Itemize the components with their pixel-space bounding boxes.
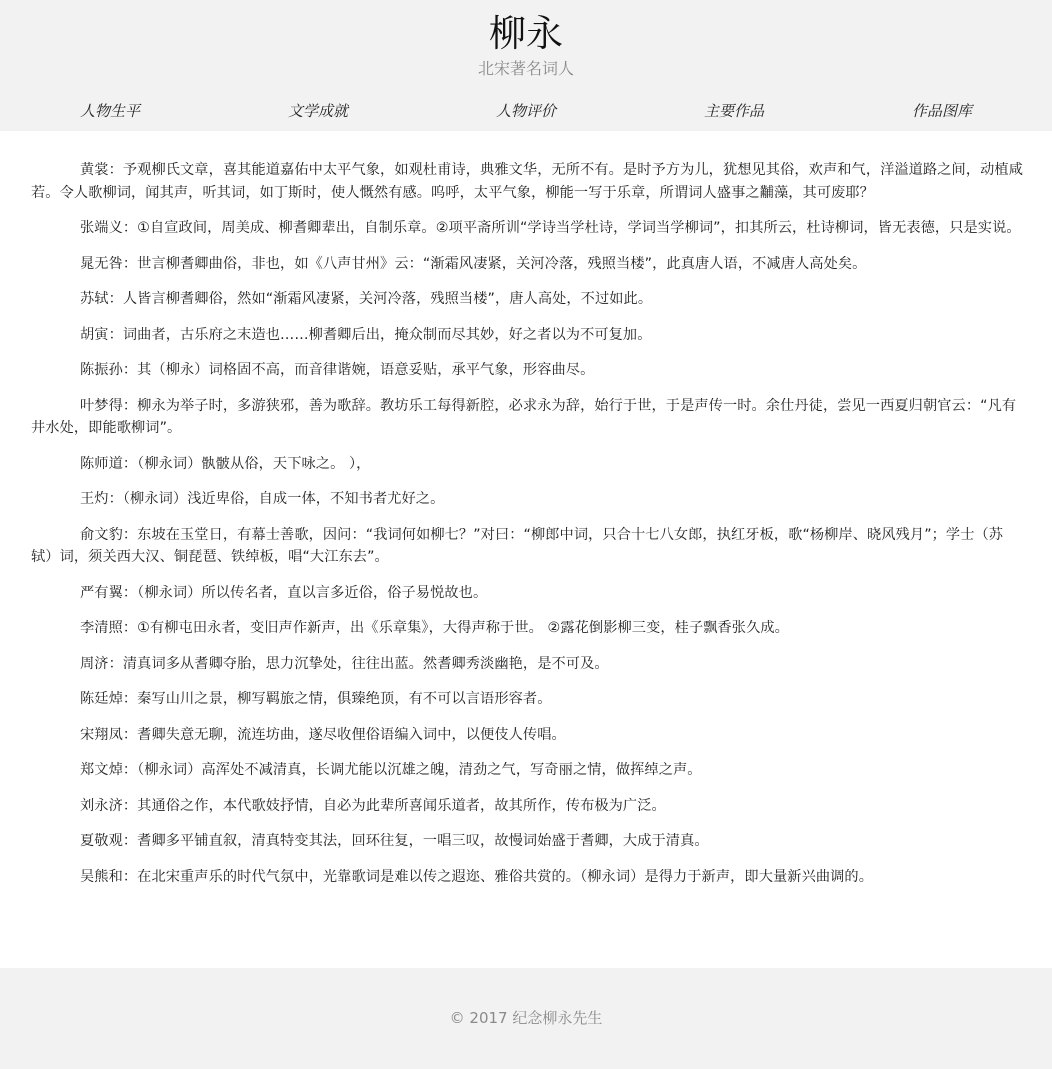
copyright-text: © 2017 纪念柳永先生: [449, 1009, 603, 1027]
nav-item-major-works[interactable]: 主要作品: [703, 102, 764, 120]
nav-item-biography[interactable]: 人物生平: [80, 102, 141, 120]
evaluation-paragraph: 胡寅：词曲者，古乐府之末造也……柳耆卿后出，掩众制而尽其妙，好之者以为不可复加。: [80, 326, 652, 343]
evaluation-paragraph: 晁无咎：世言柳耆卿曲俗，非也，如《八声甘州》云：“渐霜风凄紧，关河冷落，残照当楼”，此真唐人语，不减唐人高处矣。: [80, 255, 867, 272]
site-title: 柳永: [489, 12, 563, 55]
evaluation-paragraph: 陈振孙：其（柳永）词格固不高，而音律谐婉，语意妥贴，承平气象，形容曲尽。: [80, 362, 595, 378]
nav-item-literary-achievements[interactable]: 文学成就: [287, 102, 348, 120]
evaluation-paragraph: 俞文豹：东坡在玉堂日，有幕士善歌，因问：“我词何如柳七？”对曰：“柳郎中词，只合十七八女郎，执红牙板，歌“杨柳岸、晓风残月”；学士（苏轼）词，须关西大汉、铜琵琶、铁绰板，唱“大江东去”。: [31, 526, 1004, 565]
site-footer: [0, 968, 1052, 1069]
evaluation-paragraph: 张端义：①自宣政间，周美成、柳耆卿辈出，自制乐章。②项平斋所训“学诗当学杜诗，学词当学柳词”，扣其所云，杜诗柳词，皆无表德，只是实说。: [80, 220, 1021, 236]
main-nav: [0, 98, 1052, 124]
evaluation-paragraph: 周济：清真词多从耆卿夺胎，思力沉挚处，往往出蓝。然耆卿秀淡幽艳，是不可及。: [80, 655, 609, 672]
evaluation-paragraph: 王灼：（柳永词）浅近卑俗，自成一体，不知书者尤好之。: [80, 491, 445, 507]
evaluation-paragraph: 陈廷焯：秦写山川之景，柳写羁旅之情，俱臻绝顶，有不可以言语形容者。: [80, 691, 552, 707]
evaluation-paragraph: 苏轼：人皆言柳耆卿俗，然如“渐霜风凄紧，关河冷落，残照当楼”，唐人高处，不过如此。: [80, 291, 653, 307]
site-subtitle: 北宋著名词人: [477, 59, 574, 78]
site-header: [0, 0, 1052, 131]
evaluation-paragraph: 吴熊和：在北宋重声乐的时代气氛中，光靠歌词是难以传之遐迩、雅俗共赏的。（柳永词）是得力于新声，即大量新兴曲调的。: [80, 868, 874, 885]
evaluation-paragraph: 严有翼：（柳永词）所以传名者，直以言多近俗，俗子易悦故也。: [80, 584, 488, 601]
evaluation-paragraph: 叶梦得：柳永为举子时，多游狭邪，善为歌辞。教坊乐工每得新腔，必求永为辞，始行于世，于是声传一时。余仕丹徒，尝见一西夏归朝官云：“凡有井水处，即能歌柳词”。: [31, 397, 1017, 436]
evaluations-content: [0, 131, 1052, 968]
evaluation-paragraph: 郑文焯：（柳永词）高浑处不减清真，长调尤能以沉雄之魄，清劲之气，写奇丽之情，做挥绰之声。: [80, 762, 702, 778]
evaluation-paragraph: 刘永济：其通俗之作，本代歌妓抒情，自必为此辈所喜闻乐道者，故其所作，传布极为广泛。: [80, 797, 666, 814]
nav-item-evaluations[interactable]: 人物评价: [495, 102, 556, 120]
evaluation-paragraph: 李清照：①有柳屯田永者，变旧声作新声，出《乐章集》，大得声称于世。 ②露花倒影柳三变，桂子飘香张久成。: [80, 620, 789, 636]
evaluation-paragraph: 宋翔凤：耆卿失意无聊，流连坊曲，遂尽收俚俗语编入词中，以便伎人传唱。: [80, 726, 566, 743]
evaluation-paragraph: 夏敬观：耆卿多平铺直叙，清真特变其法，回环往复，一唱三叹，故慢词始盛于耆卿，大成于清真。: [80, 833, 709, 849]
evaluation-paragraph: 陈师道：（柳永词）骫骳从俗，天下咏之。 ），: [80, 455, 371, 472]
evaluation-paragraph: 黄裳：予观柳氏文章，喜其能道嘉佑中太平气象，如观杜甫诗，典雅文华，无所不有。是时予方为儿，犹想见其俗，欢声和气，洋溢道路之间，动植咸若。令人歌柳词，闻其声，听其词，如丁斯时，使人慨然有感。呜呼，太平气象，柳能一写于乐章，所谓词人盛事之黼藻，其可废耶？: [31, 162, 1023, 201]
nav-item-gallery[interactable]: 作品图库: [911, 102, 972, 120]
